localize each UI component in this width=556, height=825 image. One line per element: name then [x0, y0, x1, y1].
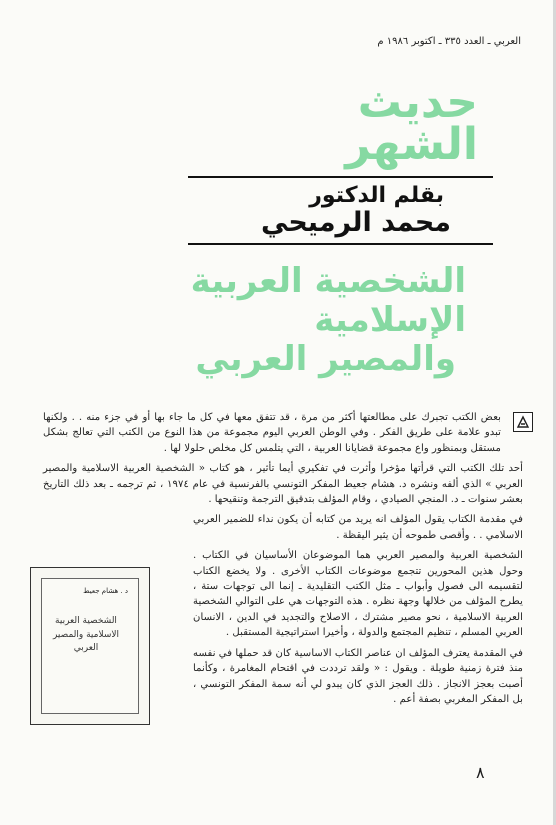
- book-title: الشخصية العربية الاسلامية والمصير العربي: [52, 616, 120, 653]
- rule-top: [188, 176, 493, 178]
- paragraph-2: أحد تلك الكتب التي قرأتها مؤخرا وأثرت في تفكيري أيما تأثير ، هو كتاب « الشخصية العربية الاسلامية والمصير العربي » الذي ألفه ونشره د. هشام جعيط المفكر التونسي بالفرنسية في عام ١٩٧٤ ، ثم ترجمه ـ بعد ذلك التاريخ بعشر سنوات ـ د. المنجي الصيادي ، وقام المؤلف بتدقيق الترجمة وتنقيحها .: [43, 463, 523, 506]
- book-cover-frame: [41, 578, 139, 714]
- rubric-line-2: الشهر: [345, 118, 478, 170]
- paragraph-5: في المقدمة يعترف المؤلف ان عناصر الكتاب الاساسية كان قد حملها في نفسه منذ فترة زمنية طويلة . ويقول : « ولقد ترددت في اقتحام المغامرة ، وكأنما أصبت بعجز الانجاز . ذلك العجز الذي كان يبدو لي أنه سمة المفكر التونسي ، بل المفكر المغربي بصفة أعم .: [193, 647, 523, 705]
- rubric-line-1: حديث: [357, 77, 478, 128]
- rule-bottom: [188, 243, 493, 245]
- byline-prefix: بقلم الدكتور: [309, 183, 444, 208]
- title-line-1: الشخصية العربية الإسلامية: [190, 261, 466, 341]
- author-name: محمد الرميحي: [261, 207, 451, 238]
- book-cover-image: [30, 567, 150, 725]
- page-number: ٨: [476, 763, 485, 782]
- issue-header: العربي ـ العدد ٣٣٥ ـ اكتوبر ١٩٨٦ م: [377, 36, 521, 47]
- book-author: د . هشام جعيط: [83, 587, 128, 595]
- paragraph-4: الشخصية العربية والمصير العربي هما الموضوعان الأساسيان في الكتاب . وحول هذين المحورين تتجمع موضوعات الكتاب الأخرى . ولا يخضع الكتاب لتقسيمه الى فصول وأبواب ـ مثل الكتب التقليدية ـ إنما الى توجهات ستة ، يطرح المؤلف من خلالها وجهة نظره . هذه التوجهات هي على التوالي الشخصية العربية الاسلامية ، نحو مصير مشترك ، الاصلاح والتجديد في الدين ، الانسان العربي المسلم ، تنظيم المجتمع والدولة ، وأخيرا استراتيجية المستقبل .: [193, 550, 523, 639]
- title-line-2: والمصير العربي: [195, 339, 456, 380]
- column-rubric: [178, 77, 478, 170]
- article-title: [46, 262, 466, 379]
- paragraph-1: بعض الكتب تجبرك على مطالعتها أكثر من مرة ، قد تتفق معها في كل ما جاء بها أو في جزء منه . . ولكنها تبدو علامة على طريق الفكر . وفي الوطن العربي اليوم مجموعة من هذا النوع من الكتب التي تعالج بشكل مستقل وبمنظور واع مجموعة قضايانا العربية ، التي يتلمس كل مخلص حلولا لها .: [43, 412, 501, 454]
- paragraph-3: في مقدمة الكتاب يقول المؤلف انه يريد من كتابه أن يكون نداء للضمير العربي الاسلامي . . وأقصى طموحه أن يثير اليقظة .: [193, 514, 523, 541]
